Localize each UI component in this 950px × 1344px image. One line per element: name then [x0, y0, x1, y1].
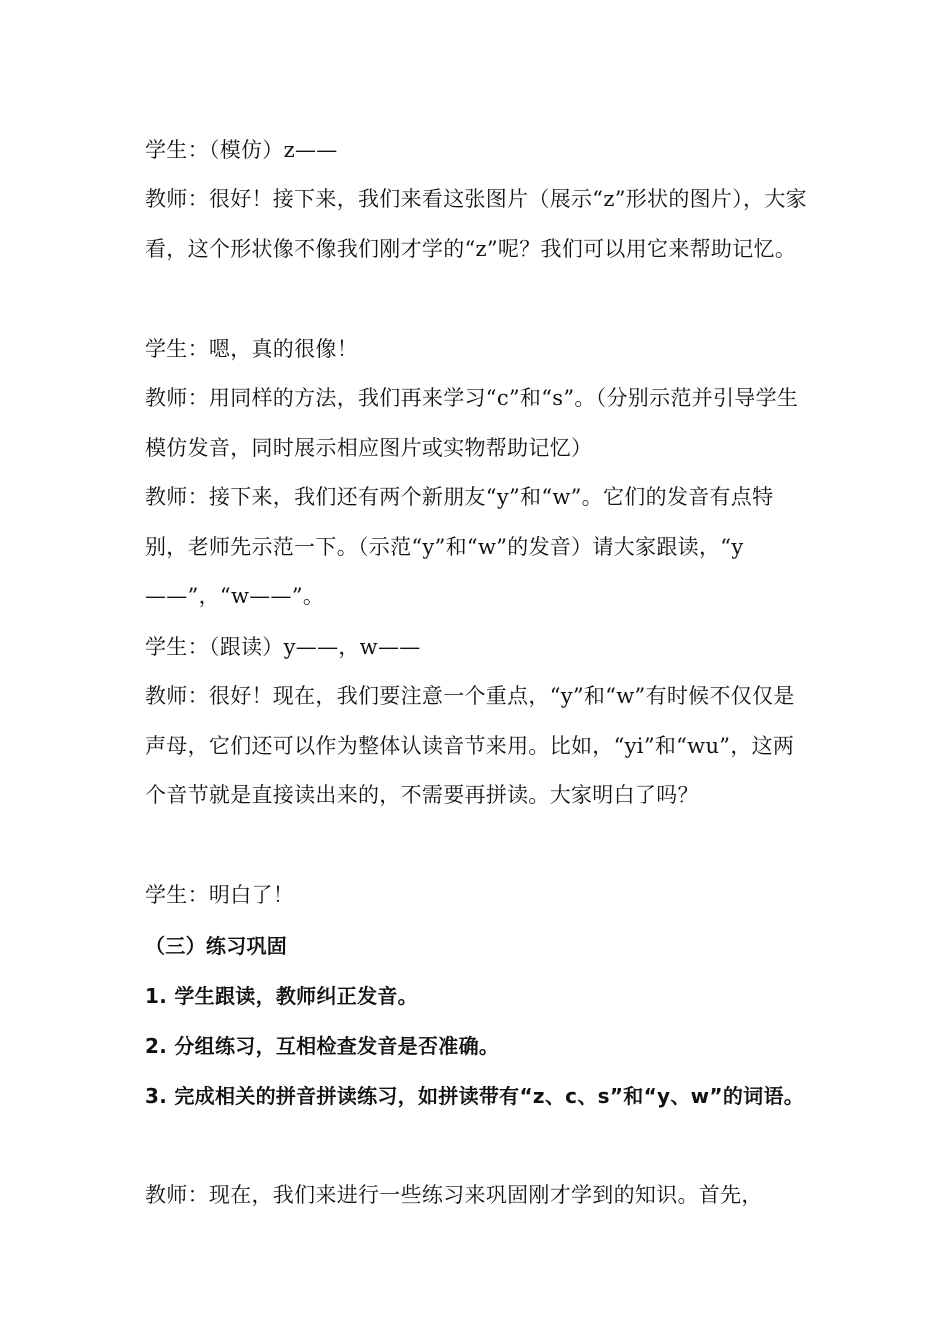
exercise-item-1: 1. 学生跟读，教师纠正发音。	[145, 984, 418, 1008]
dialogue-student-4: 学生：明白了！	[145, 883, 295, 907]
exercise-item-2: 2. 分组练习，互相检查发音是否准确。	[145, 1034, 500, 1058]
dialogue-teacher-3: 教师：接下来，我们还有两个新朋友“y”和“w”。它们的发音有点特别，老师先示范一下。（示范“y”和“w”的发音）请大家跟读，“y——”，“w——”。	[145, 485, 774, 608]
dialogue-teacher-2: 教师：用同样的方法，我们再来学习“c”和“s”。（分别示范并引导学生模仿发音，同时展示相应图片或实物帮助记忆）	[145, 386, 799, 460]
exercise-item-3: 3. 完成相关的拼音拼读练习，如拼读带有“z、c、s”和“y、w”的词语。	[145, 1084, 805, 1108]
dialogue-teacher-1: 教师：很好！接下来，我们来看这张图片（展示“z”形状的图片），大家看，这个形状像不像我们刚才学的“z”呢？我们可以用它来帮助记忆。	[145, 187, 807, 261]
dialogue-student-3: 学生：（跟读）y——，w——	[145, 635, 421, 659]
dialogue-student-2: 学生：嗯，真的很像！	[145, 337, 358, 361]
dialogue-teacher-4: 教师：很好！现在，我们要注意一个重点，“y”和“w”有时候不仅仅是声母，它们还可以作为整体认读音节来用。比如，“yi”和“wu”，这两个音节就是直接读出来的，不需要再拼读。大家明白了吗？	[145, 684, 795, 807]
dialogue-student-1: 学生：（模仿）z——	[145, 138, 338, 162]
section-heading: （三）练习巩固	[145, 934, 288, 958]
dialogue-teacher-5: 教师：现在，我们来进行一些练习来巩固刚才学到的知识。首先，	[145, 1183, 763, 1207]
